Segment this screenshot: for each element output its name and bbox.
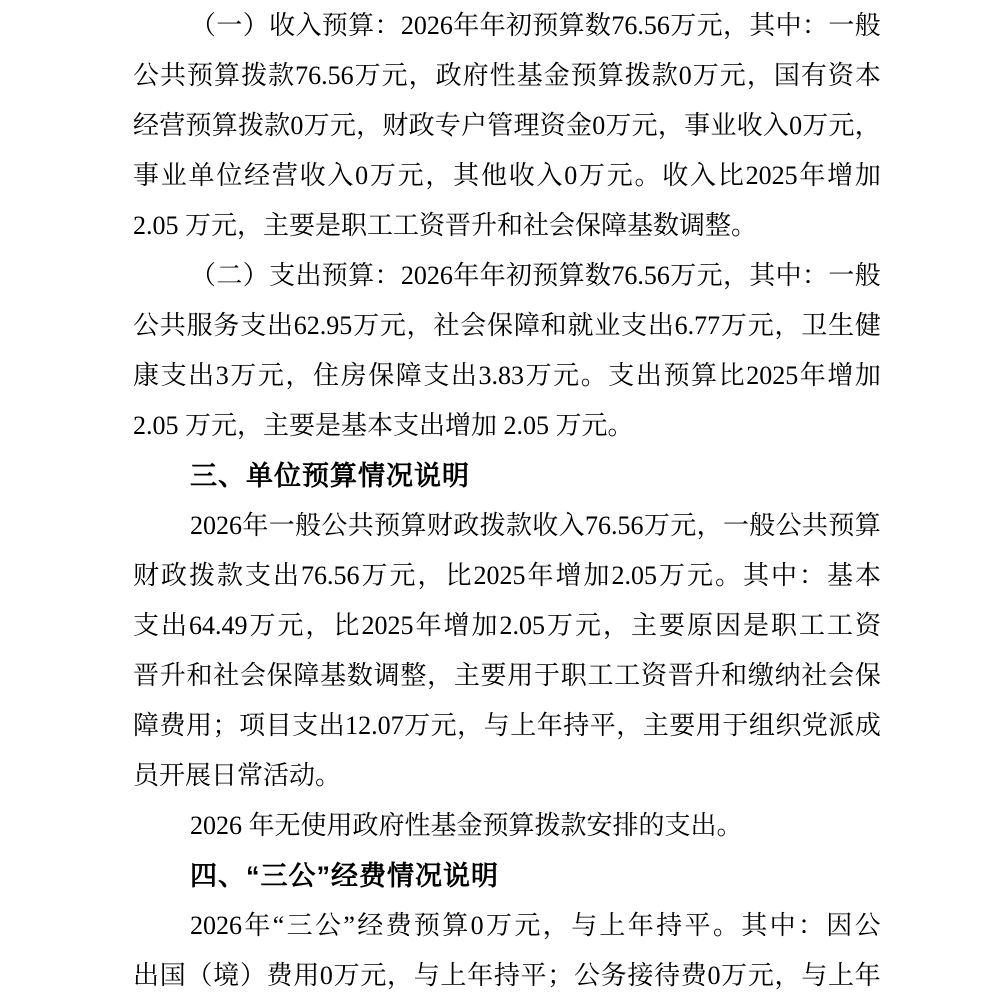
text-line: 2.05 万元，主要是基本支出增加 2.05 万元。 bbox=[133, 411, 634, 440]
text-line: （ 二 ） 支 出 预 算 ： 2026 年 年 初 预 算 数 76.56 万 元 ， 其 中 ： 一 般 bbox=[190, 261, 881, 290]
text-line: 员开展日常活动。 bbox=[133, 761, 342, 790]
text-line: 2026 年无使用政府性基金预算拨款安排的支出。 bbox=[190, 811, 743, 840]
text-block bbox=[133, 1, 881, 1001]
text-line: 财 政 拨 款 支 出 76.56 万 元 ， 比 2025 年 增 加 2.05 万 元 。 其 中 ： 基 本 bbox=[133, 561, 881, 590]
text-line: 公 共 预 算 拨 款 76.56 万 元 ， 政 府 性 基 金 预 算 拨 款 0 万 元 ， 国 有 资 本 bbox=[133, 61, 881, 90]
text-line: 出 国 （ 境 ） 费 用 0 万 元 ， 与 上 年 持 平 ； 公 务 接 待 费 0 万 元 ， 与 上 年 bbox=[133, 961, 881, 990]
text-line: 2026 年 “ 三 公 ” 经 费 预 算 0 万 元 ， 与 上 年 持 平 。 其 中 ： 因 公 bbox=[190, 911, 881, 940]
text-line: 晋 升 和 社 会 保 障 基 数 调 整 ， 主 要 用 于 职 工 工 资 晋 升 和 缴 纳 社 会 保 bbox=[133, 661, 881, 690]
text-line: 障 费 用 ； 项 目 支 出 12.07 万 元 ， 与 上 年 持 平 ， 主 要 用 于 组 织 党 派 成 bbox=[133, 711, 881, 740]
text-line: （ 一 ） 收 入 预 算 ： 2026 年 年 初 预 算 数 76.56 万 元 ， 其 中 ： 一 般 bbox=[190, 11, 881, 40]
text-line: 支 出 64.49 万 元 ， 比 2025 年 增 加 2.05 万 元 ， 主 要 原 因 是 职 工 工 资 bbox=[133, 611, 881, 640]
text-line: 公 共 服 务 支 出 62.95 万 元 ， 社 会 保 障 和 就 业 支 出 6.77 万 元 ， 卫 生 健 bbox=[133, 311, 881, 340]
text-line: 2.05 万元，主要是职工工资晋升和社会保障基数调整。 bbox=[133, 211, 758, 240]
text-line: 2026 年 一 般 公 共 预 算 财 政 拨 款 收 入 76.56 万 元 ， 一 般 公 共 预 算 bbox=[190, 511, 881, 540]
text-line: 康 支 出 3 万 元 ， 住 房 保 障 支 出 3.83 万 元 。 支 出 预 算 比 2025 年 增 加 bbox=[133, 361, 881, 390]
section-heading: 三、单位预算情况说明 bbox=[190, 461, 470, 491]
section-heading: 四、“三公”经费情况说明 bbox=[190, 861, 499, 891]
text-line: 事 业 单 位 经 营 收 入 0 万 元 ， 其 他 收 入 0 万 元 。 收 入 比 2025 年 增 加 bbox=[133, 161, 881, 190]
text-line: 经 营 预 算 拨 款 0 万 元 ， 财 政 专 户 管 理 资 金 0 万 元 ， 事 业 收 入 0 万 元 ， bbox=[133, 111, 881, 140]
